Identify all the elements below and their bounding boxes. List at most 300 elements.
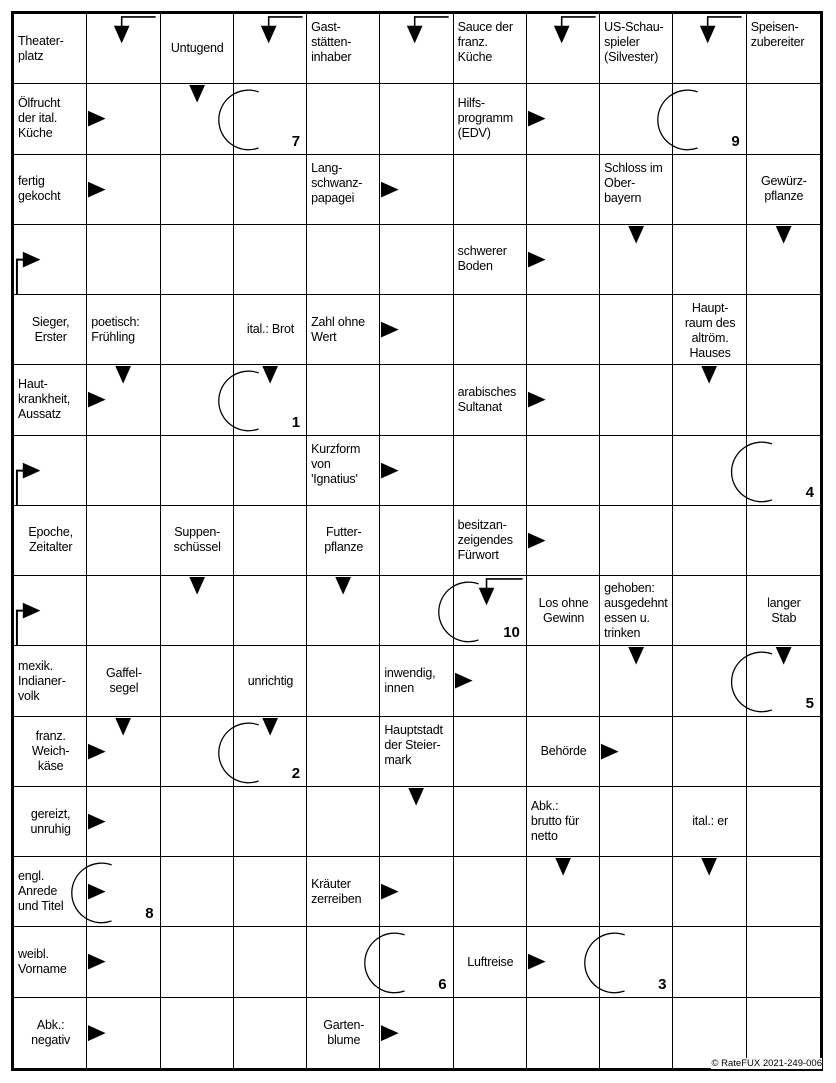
copyright-notice: © RateFUX 2021-249-006 [711, 1058, 822, 1069]
clue-cell [747, 576, 820, 646]
clue-cell [454, 927, 527, 997]
arrow-right-icon [88, 181, 106, 197]
answer-cell[interactable] [600, 857, 673, 927]
answer-cell[interactable] [234, 155, 307, 225]
arrow-right-icon [455, 673, 473, 689]
answer-cell[interactable] [234, 857, 307, 927]
clue-cell [14, 506, 87, 576]
clue-cell [454, 365, 527, 435]
clue-cell [673, 295, 746, 365]
solution-number: 2 [291, 764, 301, 782]
answer-cell[interactable] [673, 436, 746, 506]
cell-markings [380, 155, 452, 224]
clue-text: Schloss im Ober- bayern [604, 160, 663, 205]
answer-cell[interactable] [161, 365, 234, 435]
arrow-right-icon [528, 954, 546, 970]
arrow-right-icon [88, 111, 106, 127]
clue-text: Untugend [170, 41, 224, 56]
answer-cell[interactable] [380, 576, 453, 646]
answer-cell[interactable] [673, 857, 746, 927]
clue-text: Epoche, Zeitalter [28, 525, 73, 555]
clue-text: Garten- blume [323, 1017, 365, 1047]
answer-cell[interactable] [234, 365, 307, 435]
answer-cell[interactable] [380, 436, 453, 506]
answer-cell[interactable] [380, 14, 453, 84]
cell-markings [600, 225, 672, 294]
arrow-down-icon [702, 858, 718, 876]
answer-cell[interactable] [380, 927, 453, 997]
clue-cell [87, 646, 160, 716]
arrow-right-icon [88, 1025, 106, 1041]
clue-text: Gaffel- segel [105, 666, 142, 696]
clue-cell [454, 14, 527, 84]
clue-text: Sauce der franz. Küche [457, 20, 513, 64]
answer-cell[interactable] [673, 506, 746, 576]
answer-cell[interactable] [747, 787, 820, 857]
clue-text: Ölfrucht der ital. Küche [18, 96, 61, 141]
cell-markings [600, 717, 672, 786]
cell-markings [527, 84, 599, 153]
solution-number: 3 [658, 975, 667, 993]
arrow-bent-right-icon [17, 603, 40, 645]
answer-cell[interactable] [527, 155, 600, 225]
answer-cell[interactable] [161, 225, 234, 295]
answer-cell[interactable] [87, 436, 160, 506]
cell-markings [87, 787, 159, 856]
clue-cell [307, 998, 380, 1068]
cell-markings [673, 857, 745, 926]
answer-cell[interactable] [600, 365, 673, 435]
answer-cell[interactable] [87, 155, 160, 225]
clue-cell [14, 998, 87, 1068]
answer-cell[interactable] [307, 84, 380, 154]
answer-cell[interactable] [454, 436, 527, 506]
answer-cell[interactable] [527, 506, 600, 576]
answer-cell[interactable] [380, 506, 453, 576]
arrow-down-icon [335, 577, 351, 595]
answer-cell[interactable] [87, 717, 160, 787]
clue-cell [454, 84, 527, 154]
answer-cell[interactable] [307, 365, 380, 435]
arrow-down-icon [702, 366, 718, 384]
clue-text: ital.: Brot [246, 322, 294, 337]
answer-cell[interactable] [380, 84, 453, 154]
crossword-grid [11, 11, 823, 1071]
clue-cell [454, 506, 527, 576]
answer-cell[interactable] [87, 14, 160, 84]
clue-text: Abk.: negativ [31, 1017, 71, 1047]
answer-cell[interactable] [234, 506, 307, 576]
answer-cell[interactable] [161, 576, 234, 646]
solution-number: 4 [805, 483, 814, 501]
cell-markings [527, 225, 599, 294]
arrow-right-icon [601, 743, 619, 759]
arrow-right-icon [88, 954, 106, 970]
answer-cell[interactable] [161, 646, 234, 716]
clue-cell [527, 717, 600, 787]
clue-text: Theater- platz [18, 33, 64, 63]
arrow-right-icon [528, 392, 546, 408]
cell-markings [527, 365, 599, 434]
arrow-right-icon [381, 181, 399, 197]
clue-text: Speisen- zubereiter [750, 20, 805, 49]
arrow-bent-down-icon [478, 579, 522, 605]
clue-cell [747, 155, 820, 225]
arrow-down-icon [628, 226, 644, 244]
answer-cell[interactable] [600, 436, 673, 506]
arrow-bent-down-icon [407, 17, 449, 43]
answer-cell[interactable] [14, 436, 87, 506]
clue-text: Kurzform von 'Ignatius' [311, 441, 361, 486]
arrow-down-icon [116, 718, 132, 736]
solution-number: 1 [291, 413, 301, 431]
answer-cell[interactable] [673, 225, 746, 295]
clue-text: Hilfs- programm (EDV) [457, 96, 513, 141]
clue-text: langer Stab [767, 595, 801, 625]
arrow-down-icon [775, 647, 791, 665]
clue-cell [527, 576, 600, 646]
answer-cell[interactable] [527, 998, 600, 1068]
clue-cell [14, 646, 87, 716]
answer-cell[interactable] [307, 646, 380, 716]
answer-cell[interactable] [454, 576, 527, 646]
answer-cell[interactable] [307, 787, 380, 857]
cell-markings [87, 998, 159, 1068]
arrow-down-icon [555, 858, 571, 876]
answer-cell[interactable] [747, 646, 820, 716]
answer-cell[interactable] [747, 857, 820, 927]
answer-cell[interactable] [380, 295, 453, 365]
cell-markings [673, 14, 745, 83]
cell-markings [87, 927, 159, 996]
answer-cell[interactable] [234, 576, 307, 646]
cell-markings [87, 717, 159, 786]
answer-cell[interactable] [673, 365, 746, 435]
clue-cell [307, 857, 380, 927]
clue-text: Suppen- schüssel [173, 525, 221, 555]
answer-cell[interactable] [161, 436, 234, 506]
answer-cell[interactable] [87, 84, 160, 154]
cell-markings [747, 225, 820, 294]
cell-markings [600, 646, 672, 715]
answer-cell[interactable] [600, 646, 673, 716]
answer-cell[interactable] [747, 927, 820, 997]
answer-cell[interactable] [234, 717, 307, 787]
answer-cell[interactable] [673, 646, 746, 716]
arrow-down-icon [189, 577, 205, 595]
clue-text: Lang- schwanz- papagei [311, 160, 363, 205]
arrow-down-icon [262, 366, 278, 384]
answer-cell[interactable] [380, 365, 453, 435]
cell-markings [234, 14, 306, 83]
answer-cell[interactable] [161, 857, 234, 927]
answer-cell[interactable] [527, 646, 600, 716]
arrow-right-icon [381, 322, 399, 338]
clue-cell [527, 787, 600, 857]
clue-text: gehoben: ausgedehnt essen u. trinken [604, 580, 668, 640]
answer-cell[interactable] [747, 225, 820, 295]
answer-cell[interactable] [234, 225, 307, 295]
cell-markings [14, 576, 86, 645]
clue-text: besitzan- zeigendes Fürwort [457, 517, 513, 562]
answer-cell[interactable] [454, 155, 527, 225]
clue-cell [14, 927, 87, 997]
answer-cell[interactable] [527, 436, 600, 506]
clue-text: weibl. Vorname [18, 947, 67, 977]
arrow-down-icon [189, 85, 205, 103]
clue-cell [673, 787, 746, 857]
clue-cell [307, 155, 380, 225]
clue-text: inwendig, innen [384, 666, 436, 696]
answer-cell[interactable] [307, 225, 380, 295]
answer-cell[interactable] [600, 998, 673, 1068]
answer-cell[interactable] [673, 14, 746, 84]
clue-text: gereizt, unruhig [30, 806, 71, 836]
answer-cell[interactable] [454, 717, 527, 787]
clue-cell [600, 576, 673, 646]
arrow-right-icon [88, 884, 106, 900]
cell-markings [87, 365, 159, 434]
cell-markings [87, 84, 159, 153]
answer-cell[interactable] [307, 927, 380, 997]
answer-cell[interactable] [527, 295, 600, 365]
clue-text: franz. Weich- käse [31, 728, 70, 773]
answer-cell[interactable] [454, 295, 527, 365]
answer-cell[interactable] [161, 84, 234, 154]
solution-number: 9 [731, 132, 740, 150]
clue-cell [307, 506, 380, 576]
arrow-right-icon [88, 814, 106, 830]
answer-cell[interactable] [87, 998, 160, 1068]
answer-cell[interactable] [380, 155, 453, 225]
answer-cell[interactable] [747, 506, 820, 576]
cell-markings [527, 14, 599, 83]
answer-cell[interactable] [527, 927, 600, 997]
clue-text: Zahl ohne Wert [311, 314, 365, 344]
answer-cell[interactable] [600, 295, 673, 365]
clue-cell [14, 365, 87, 435]
cell-markings [527, 857, 599, 926]
clue-text: Behörde [540, 743, 587, 758]
clue-cell [600, 14, 673, 84]
answer-cell[interactable] [747, 295, 820, 365]
arrow-right-icon [528, 111, 546, 127]
answer-cell[interactable] [87, 506, 160, 576]
cell-markings [161, 576, 233, 645]
clue-text: Sieger, Erster [31, 314, 70, 344]
answer-cell[interactable] [527, 365, 600, 435]
answer-cell[interactable] [161, 717, 234, 787]
answer-cell[interactable] [454, 857, 527, 927]
clue-cell [234, 646, 307, 716]
clue-text: unrichtig [247, 673, 294, 688]
answer-cell[interactable] [14, 225, 87, 295]
answer-cell[interactable] [14, 576, 87, 646]
clue-text: engl. Anrede und Titel [18, 869, 64, 914]
cell-markings [380, 787, 452, 856]
arrow-bent-right-icon [17, 252, 40, 294]
clue-cell [14, 84, 87, 154]
answer-cell[interactable] [454, 646, 527, 716]
arrow-bent-right-icon [17, 462, 40, 504]
arrow-right-icon [528, 533, 546, 549]
clue-text: arabisches Sultanat [457, 384, 517, 414]
cell-markings [14, 436, 86, 505]
cell-markings [380, 436, 452, 505]
answer-cell[interactable] [161, 295, 234, 365]
answer-cell[interactable] [234, 84, 307, 154]
arrow-bent-down-icon [261, 17, 303, 43]
answer-cell[interactable] [673, 84, 746, 154]
clue-text: poetisch: Frühling [91, 314, 140, 344]
answer-cell[interactable] [307, 717, 380, 787]
answer-cell[interactable] [454, 787, 527, 857]
answer-cell[interactable] [234, 998, 307, 1068]
clue-cell [380, 717, 453, 787]
answer-cell[interactable] [234, 436, 307, 506]
arrow-down-icon [116, 366, 132, 384]
clue-text: Kräuter zerreiben [311, 876, 362, 906]
answer-cell[interactable] [234, 927, 307, 997]
clue-cell [307, 436, 380, 506]
arrow-right-icon [381, 884, 399, 900]
clue-text: Los ohne Gewinn [538, 595, 589, 625]
arrow-down-icon [262, 718, 278, 736]
answer-cell[interactable] [87, 365, 160, 435]
cell-markings [380, 998, 452, 1068]
cell-markings [307, 576, 379, 645]
answer-cell[interactable] [87, 787, 160, 857]
arrow-right-icon [381, 462, 399, 478]
arrow-bent-down-icon [114, 17, 156, 43]
answer-cell[interactable] [380, 998, 453, 1068]
answer-cell[interactable] [600, 506, 673, 576]
answer-cell[interactable] [454, 998, 527, 1068]
arrow-right-icon [528, 252, 546, 268]
cell-markings [527, 927, 599, 996]
cell-markings [380, 857, 452, 926]
arrow-bent-down-icon [700, 17, 742, 43]
clue-cell [600, 155, 673, 225]
answer-cell[interactable] [673, 155, 746, 225]
answer-cell[interactable] [673, 927, 746, 997]
answer-cell[interactable] [161, 998, 234, 1068]
answer-cell[interactable] [87, 576, 160, 646]
clue-cell [380, 646, 453, 716]
clue-text: fertig gekocht [18, 174, 61, 204]
answer-cell[interactable] [747, 436, 820, 506]
answer-cell[interactable] [673, 717, 746, 787]
arrow-down-icon [409, 788, 425, 806]
answer-cell[interactable] [234, 14, 307, 84]
cell-markings [380, 14, 452, 83]
clue-cell [14, 787, 87, 857]
clue-cell [14, 717, 87, 787]
clue-text: ital.: er [692, 814, 728, 829]
clue-text: Haupt- raum des altröm. Hauses [684, 301, 736, 361]
answer-cell[interactable] [527, 14, 600, 84]
clue-cell [307, 14, 380, 84]
clue-cell [14, 857, 87, 927]
answer-cell[interactable] [380, 225, 453, 295]
arrow-down-icon [775, 226, 791, 244]
answer-cell[interactable] [161, 927, 234, 997]
answer-cell[interactable] [747, 717, 820, 787]
cell-markings [87, 14, 159, 83]
answer-cell[interactable] [600, 717, 673, 787]
solution-number: 6 [438, 975, 447, 993]
clue-cell [234, 295, 307, 365]
cell-markings [673, 365, 745, 434]
solution-number: 5 [805, 694, 814, 712]
cell-markings [380, 295, 452, 364]
solution-number: 10 [503, 624, 520, 642]
solution-number: 7 [291, 132, 301, 150]
answer-cell[interactable] [234, 787, 307, 857]
answer-cell[interactable] [600, 225, 673, 295]
clue-cell [87, 295, 160, 365]
clue-cell [161, 506, 234, 576]
answer-cell[interactable] [87, 927, 160, 997]
clue-text: Gewürz- pflanze [760, 174, 807, 204]
answer-cell[interactable] [600, 787, 673, 857]
answer-cell[interactable] [527, 857, 600, 927]
clue-text: Haut- krankheit, Aussatz [18, 377, 71, 422]
answer-cell[interactable] [161, 787, 234, 857]
arrow-right-icon [88, 392, 106, 408]
clue-text: mexik. Indianer- volk [18, 658, 66, 703]
solution-number: 8 [145, 905, 154, 923]
clue-text: Abk.: brutto für netto [530, 799, 579, 844]
clue-cell [14, 14, 87, 84]
answer-cell[interactable] [307, 576, 380, 646]
cell-markings [161, 84, 233, 153]
answer-cell[interactable] [600, 84, 673, 154]
clue-cell [747, 14, 820, 84]
clue-text: Luftreise [467, 954, 514, 969]
answer-cell[interactable] [673, 576, 746, 646]
cell-markings [527, 506, 599, 575]
arrow-right-icon [381, 1025, 399, 1041]
clue-cell [161, 14, 234, 84]
cell-markings [14, 225, 86, 294]
clue-cell [454, 225, 527, 295]
clue-cell [14, 155, 87, 225]
answer-cell[interactable] [380, 857, 453, 927]
answer-cell[interactable] [161, 155, 234, 225]
cell-markings [454, 646, 526, 715]
arrow-bent-down-icon [554, 17, 596, 43]
cell-markings [87, 155, 159, 224]
clue-cell [14, 295, 87, 365]
answer-cell[interactable] [527, 225, 600, 295]
arrow-right-icon [88, 743, 106, 759]
answer-cell[interactable] [380, 787, 453, 857]
answer-cell[interactable] [747, 84, 820, 154]
clue-text: US-Schau- spieler (Silvester) [604, 20, 664, 64]
answer-cell[interactable] [87, 857, 160, 927]
clue-text: schwerer Boden [457, 244, 507, 274]
arrow-down-icon [628, 647, 644, 665]
clue-cell [307, 295, 380, 365]
clue-text: Futter- pflanze [324, 525, 364, 555]
answer-cell[interactable] [747, 365, 820, 435]
clue-text: Gast- stätten- inhaber [311, 20, 352, 64]
answer-cell[interactable] [527, 84, 600, 154]
clue-text: Hauptstadt der Steier- mark [384, 722, 443, 767]
answer-cell[interactable] [600, 927, 673, 997]
answer-cell[interactable] [87, 225, 160, 295]
